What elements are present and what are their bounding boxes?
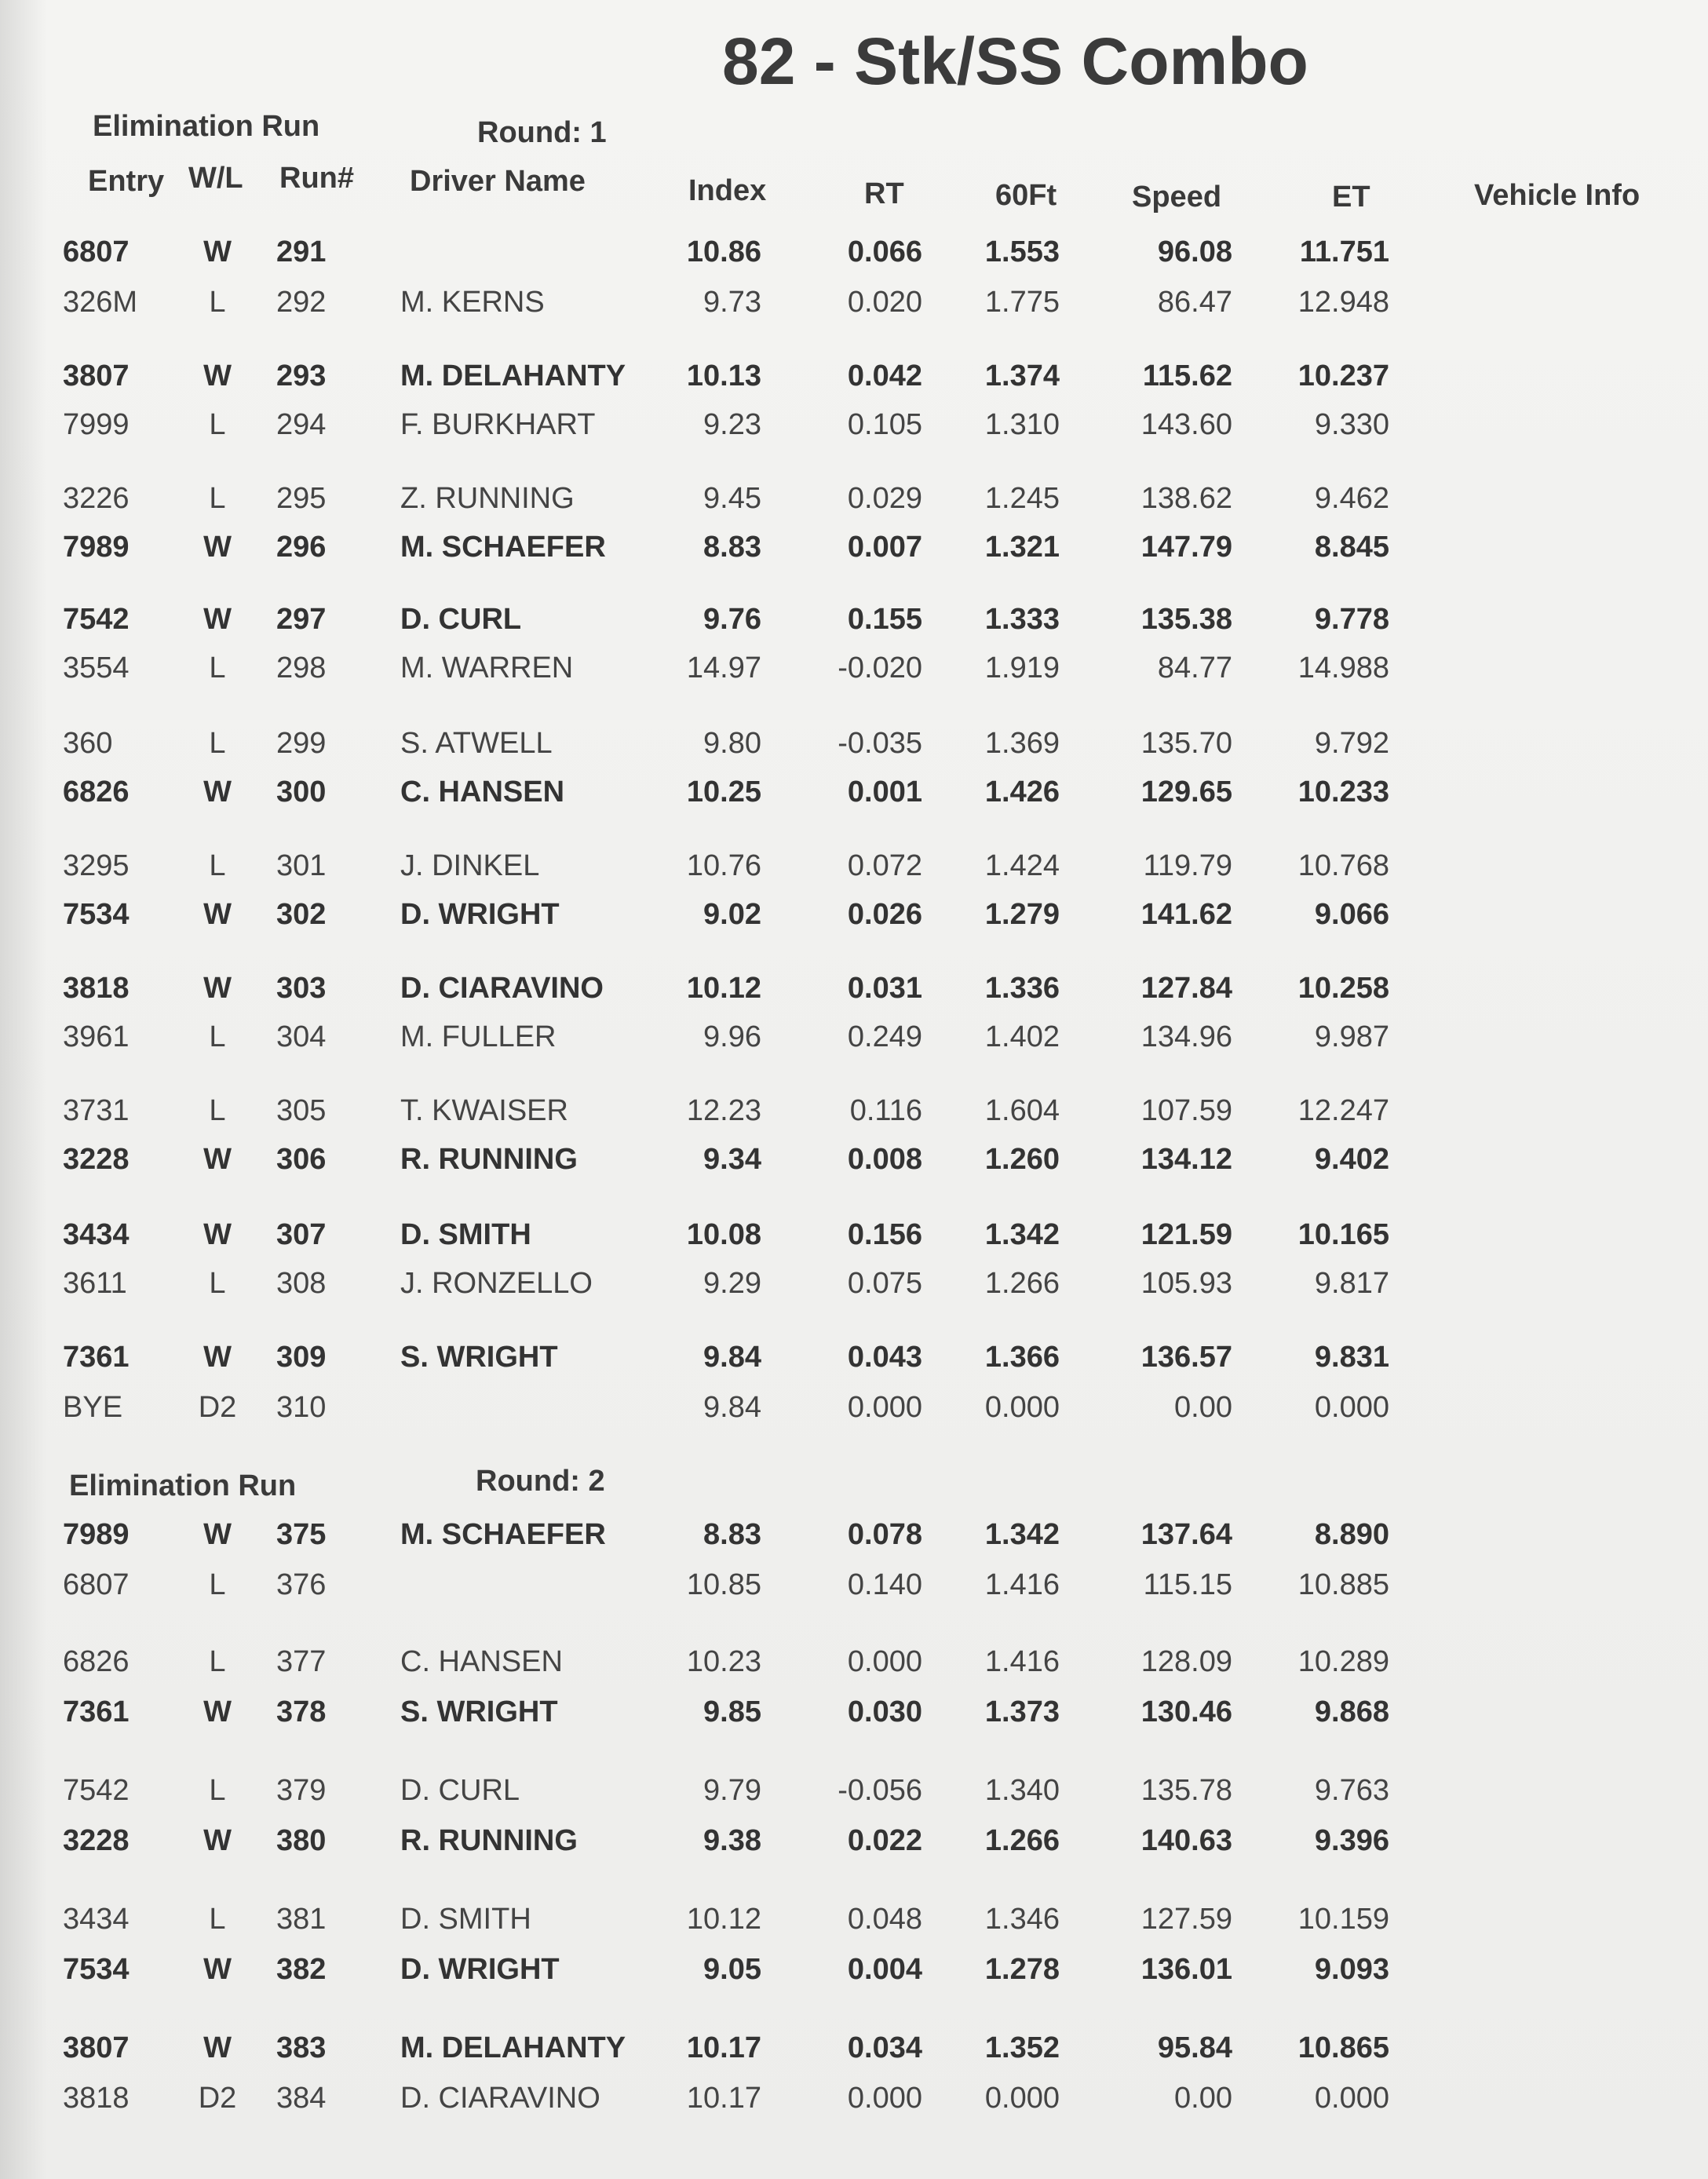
speed-value: 0.00 (1174, 1391, 1232, 1424)
entry-number: 7989 (63, 1518, 130, 1551)
header-index: Index (688, 174, 767, 207)
entry-number: 3295 (63, 849, 130, 882)
speed-value: 96.08 (1157, 235, 1232, 268)
run-number: 295 (276, 482, 327, 515)
entry-number: 7361 (63, 1695, 130, 1728)
entry-number: 3818 (63, 972, 130, 1005)
sixty-foot-time: 1.373 (984, 1695, 1060, 1728)
run-number: 377 (276, 1645, 327, 1678)
sixty-foot-time: 1.416 (984, 1568, 1060, 1601)
speed-value: 140.63 (1140, 1824, 1232, 1857)
entry-number: 7361 (63, 1341, 130, 1374)
elapsed-time: 10.885 (1297, 1568, 1389, 1601)
win-loss: L (209, 1645, 226, 1678)
driver-name: M. SCHAEFER (400, 1518, 606, 1551)
elapsed-time: 10.237 (1297, 360, 1389, 392)
reaction-time: 0.140 (847, 1568, 922, 1601)
win-loss: L (209, 1903, 226, 1936)
driver-name: M. FULLER (400, 1020, 557, 1053)
index-value: 10.86 (686, 235, 761, 268)
win-loss: W (203, 972, 232, 1005)
run-number: 303 (276, 972, 327, 1005)
reaction-time: 0.072 (847, 849, 922, 882)
speed-value: 115.62 (1142, 360, 1232, 392)
entry-number: 7534 (63, 1953, 130, 1986)
speed-value: 128.09 (1140, 1645, 1232, 1678)
reaction-time: 0.007 (847, 531, 922, 564)
index-value: 10.12 (686, 1903, 761, 1936)
index-value: 10.85 (686, 1568, 761, 1601)
run-number: 297 (276, 603, 327, 636)
index-value: 9.84 (703, 1391, 761, 1424)
index-value: 10.25 (686, 776, 761, 808)
sixty-foot-time: 0.000 (984, 2082, 1060, 2115)
run-number: 298 (276, 652, 327, 684)
reaction-time: 0.026 (847, 898, 922, 931)
sixty-foot-time: 1.342 (984, 1518, 1060, 1551)
run-number: 378 (276, 1695, 327, 1728)
driver-name: R. RUNNING (400, 1824, 578, 1857)
win-loss: W (203, 1824, 232, 1857)
speed-value: 119.79 (1143, 849, 1232, 882)
elapsed-time: 10.159 (1297, 1903, 1389, 1936)
speed-value: 135.70 (1140, 727, 1232, 760)
reaction-time: 0.075 (847, 1267, 922, 1300)
speed-value: 105.93 (1140, 1267, 1232, 1300)
sixty-foot-time: 1.342 (984, 1218, 1060, 1251)
elapsed-time: 9.778 (1314, 603, 1389, 636)
sixty-foot-time: 1.346 (984, 1903, 1060, 1936)
sixty-foot-time: 1.416 (984, 1645, 1060, 1678)
index-value: 9.96 (703, 1020, 761, 1053)
reaction-time: 0.000 (847, 1645, 922, 1678)
run-number: 310 (276, 1391, 327, 1424)
section-2-label: Elimination Run (69, 1469, 297, 1502)
run-number: 292 (276, 286, 327, 319)
elapsed-time: 8.845 (1314, 531, 1389, 564)
driver-name: S. ATWELL (400, 727, 553, 760)
speed-value: 95.84 (1157, 2031, 1232, 2064)
driver-name: D. CURL (400, 1774, 520, 1807)
index-value: 14.97 (686, 652, 761, 684)
index-value: 9.23 (703, 408, 761, 441)
elapsed-time: 9.763 (1314, 1774, 1389, 1807)
reaction-time: 0.105 (847, 408, 922, 441)
reaction-time: 0.000 (847, 1391, 922, 1424)
index-value: 9.79 (703, 1774, 761, 1807)
elapsed-time: 9.396 (1314, 1824, 1389, 1857)
entry-number: 7542 (63, 1774, 130, 1807)
entry-number: 3807 (63, 360, 130, 392)
elapsed-time: 9.330 (1314, 408, 1389, 441)
elapsed-time: 12.948 (1297, 286, 1389, 319)
entry-number: 3554 (63, 652, 130, 684)
elapsed-time: 10.165 (1297, 1218, 1389, 1251)
index-value: 9.38 (703, 1824, 761, 1857)
entry-number: 6826 (63, 776, 130, 808)
sixty-foot-time: 1.278 (984, 1953, 1060, 1986)
sixty-foot-time: 1.374 (984, 360, 1060, 392)
index-value: 9.34 (703, 1143, 761, 1176)
entry-number: 7534 (63, 898, 130, 931)
index-value: 8.83 (703, 531, 761, 564)
index-value: 9.76 (703, 603, 761, 636)
index-value: 10.17 (686, 2082, 761, 2115)
sixty-foot-time: 1.260 (984, 1143, 1060, 1176)
speed-value: 129.65 (1140, 776, 1232, 808)
sixty-foot-time: 1.321 (984, 531, 1060, 564)
win-loss: L (209, 482, 226, 515)
driver-name: J. RONZELLO (400, 1267, 593, 1300)
run-number: 293 (276, 360, 327, 392)
win-loss: L (209, 1267, 226, 1300)
reaction-time: 0.066 (847, 235, 922, 268)
run-number: 309 (276, 1341, 327, 1374)
run-number: 376 (276, 1568, 327, 1601)
speed-value: 137.64 (1140, 1518, 1232, 1551)
sixty-foot-time: 1.310 (984, 408, 1060, 441)
header-speed: Speed (1132, 181, 1222, 214)
reaction-time: 0.078 (847, 1518, 922, 1551)
sixty-foot-time: 0.000 (984, 1391, 1060, 1424)
win-loss: W (203, 360, 232, 392)
driver-name: D. CIARAVINO (400, 2082, 600, 2115)
index-value: 10.08 (686, 1218, 761, 1251)
reaction-time: 0.155 (847, 603, 922, 636)
run-number: 382 (276, 1953, 327, 1986)
win-loss: W (203, 1218, 232, 1251)
index-value: 9.45 (703, 482, 761, 515)
entry-number: 7542 (63, 603, 130, 636)
index-value: 9.05 (703, 1953, 761, 1986)
elapsed-time: 0.000 (1314, 2082, 1389, 2115)
entry-number: 3818 (63, 2082, 130, 2115)
win-loss: L (209, 849, 226, 882)
sixty-foot-time: 1.352 (984, 2031, 1060, 2064)
reaction-time: 0.022 (847, 1824, 922, 1857)
index-value: 12.23 (686, 1094, 761, 1127)
header-entry: Entry (88, 165, 165, 198)
reaction-time: -0.020 (838, 652, 922, 684)
sixty-foot-time: 1.919 (984, 652, 1060, 684)
section-1-round: Round: 1 (477, 116, 607, 149)
win-loss: L (209, 652, 226, 684)
win-loss: W (203, 776, 232, 808)
run-number: 305 (276, 1094, 327, 1127)
win-loss: L (209, 286, 226, 319)
index-value: 10.13 (686, 360, 761, 392)
section-2-round: Round: 2 (476, 1465, 605, 1498)
driver-name: D. WRIGHT (400, 898, 560, 931)
reaction-time: -0.035 (838, 727, 922, 760)
speed-value: 134.96 (1140, 1020, 1232, 1053)
run-number: 380 (276, 1824, 327, 1857)
elapsed-time: 9.093 (1314, 1953, 1389, 1986)
speed-value: 121.59 (1140, 1218, 1232, 1251)
sixty-foot-time: 1.366 (984, 1341, 1060, 1374)
run-number: 304 (276, 1020, 327, 1053)
win-loss: W (203, 898, 232, 931)
elapsed-time: 10.289 (1297, 1645, 1389, 1678)
reaction-time: 0.008 (847, 1143, 922, 1176)
entry-number: 3226 (63, 482, 130, 515)
index-value: 9.29 (703, 1267, 761, 1300)
reaction-time: 0.030 (847, 1695, 922, 1728)
run-number: 306 (276, 1143, 327, 1176)
reaction-time: 0.020 (847, 286, 922, 319)
elapsed-time: 9.868 (1314, 1695, 1389, 1728)
index-value: 9.80 (703, 727, 761, 760)
speed-value: 86.47 (1157, 286, 1232, 319)
run-number: 299 (276, 727, 327, 760)
elapsed-time: 14.988 (1297, 652, 1389, 684)
entry-number: 3228 (63, 1143, 130, 1176)
run-number: 308 (276, 1267, 327, 1300)
speed-value: 115.15 (1143, 1568, 1232, 1601)
elapsed-time: 9.402 (1314, 1143, 1389, 1176)
index-value: 9.84 (703, 1341, 761, 1374)
driver-name: F. BURKHART (400, 408, 596, 441)
win-loss: D2 (198, 1391, 237, 1424)
elapsed-time: 0.000 (1314, 1391, 1389, 1424)
sixty-foot-time: 1.553 (984, 235, 1060, 268)
win-loss: L (209, 1020, 226, 1053)
speed-value: 0.00 (1174, 2082, 1232, 2115)
run-number: 381 (276, 1903, 327, 1936)
sixty-foot-time: 1.340 (984, 1774, 1060, 1807)
run-number: 296 (276, 531, 327, 564)
elapsed-time: 9.066 (1314, 898, 1389, 931)
sixty-foot-time: 1.424 (984, 849, 1060, 882)
reaction-time: 0.042 (847, 360, 922, 392)
win-loss: W (203, 235, 232, 268)
reaction-time: 0.004 (847, 1953, 922, 1986)
index-value: 8.83 (703, 1518, 761, 1551)
elapsed-time: 8.890 (1314, 1518, 1389, 1551)
speed-value: 127.84 (1140, 972, 1232, 1005)
driver-name: C. HANSEN (400, 1645, 563, 1678)
speed-value: 107.59 (1140, 1094, 1232, 1127)
win-loss: W (203, 1143, 232, 1176)
win-loss: W (203, 1953, 232, 1986)
speed-value: 143.60 (1140, 408, 1232, 441)
reaction-time: 0.031 (847, 972, 922, 1005)
speed-value: 135.38 (1140, 603, 1232, 636)
run-number: 379 (276, 1774, 327, 1807)
entry-number: 6807 (63, 1568, 130, 1601)
index-value: 10.17 (686, 2031, 761, 2064)
run-number: 375 (276, 1518, 327, 1551)
sixty-foot-time: 1.266 (984, 1267, 1060, 1300)
entry-number: 3611 (63, 1267, 127, 1300)
entry-number: 3961 (63, 1020, 130, 1053)
win-loss: W (203, 1518, 232, 1551)
driver-name: S. WRIGHT (400, 1341, 558, 1374)
reaction-time: 0.043 (847, 1341, 922, 1374)
win-loss: W (203, 603, 232, 636)
elapsed-time: 9.462 (1314, 482, 1389, 515)
run-number: 384 (276, 2082, 327, 2115)
driver-name: J. DINKEL (400, 849, 540, 882)
entry-number: 3434 (63, 1903, 130, 1936)
index-value: 10.76 (686, 849, 761, 882)
driver-name: D. CURL (400, 603, 522, 636)
sixty-foot-time: 1.402 (984, 1020, 1060, 1053)
driver-name: Z. RUNNING (400, 482, 575, 515)
elapsed-time: 9.831 (1314, 1341, 1389, 1374)
speed-value: 84.77 (1157, 652, 1232, 684)
run-number: 300 (276, 776, 327, 808)
elapsed-time: 9.987 (1314, 1020, 1389, 1053)
reaction-time: 0.029 (847, 482, 922, 515)
header-60ft: 60Ft (995, 179, 1057, 212)
win-loss: W (203, 1341, 232, 1374)
page-edge-shadow (0, 0, 47, 2179)
run-number: 301 (276, 849, 327, 882)
driver-name: C. HANSEN (400, 776, 565, 808)
run-number: 302 (276, 898, 327, 931)
driver-name: M. KERNS (400, 286, 545, 319)
header-vehicle-info: Vehicle Info (1474, 179, 1640, 212)
section-1-label: Elimination Run (93, 110, 320, 143)
win-loss: L (209, 1774, 226, 1807)
entry-number: 7989 (63, 531, 130, 564)
entry-number: 6826 (63, 1645, 130, 1678)
win-loss: D2 (198, 2082, 237, 2115)
driver-name: M. WARREN (400, 652, 574, 684)
driver-name: D. SMITH (400, 1218, 531, 1251)
elapsed-time: 12.247 (1297, 1094, 1389, 1127)
elapsed-time: 10.768 (1297, 849, 1389, 882)
index-value: 9.73 (703, 286, 761, 319)
win-loss: W (203, 1695, 232, 1728)
run-number: 383 (276, 2031, 327, 2064)
reaction-time: 0.001 (847, 776, 922, 808)
reaction-time: -0.056 (838, 1774, 922, 1807)
speed-value: 136.57 (1140, 1341, 1232, 1374)
speed-value: 141.62 (1140, 898, 1232, 931)
elapsed-time: 11.751 (1299, 235, 1389, 268)
index-value: 10.23 (686, 1645, 761, 1678)
header-driver-name: Driver Name (410, 165, 586, 198)
sixty-foot-time: 1.333 (984, 603, 1060, 636)
header-rt: RT (864, 177, 904, 210)
driver-name: M. DELAHANTY (400, 2031, 626, 2064)
speed-value: 135.78 (1140, 1774, 1232, 1807)
win-loss: L (209, 1568, 226, 1601)
speed-value: 136.01 (1140, 1953, 1232, 1986)
sixty-foot-time: 1.775 (984, 286, 1060, 319)
driver-name: R. RUNNING (400, 1143, 578, 1176)
sixty-foot-time: 1.266 (984, 1824, 1060, 1857)
reaction-time: 0.048 (847, 1903, 922, 1936)
win-loss: L (209, 408, 226, 441)
speed-value: 147.79 (1140, 531, 1232, 564)
reaction-time: 0.249 (847, 1020, 922, 1053)
driver-name: D. WRIGHT (400, 1953, 560, 1986)
header-run: Run# (279, 162, 354, 195)
index-value: 10.12 (686, 972, 761, 1005)
entry-number: 3434 (63, 1218, 130, 1251)
reaction-time: 0.156 (847, 1218, 922, 1251)
win-loss: L (209, 727, 226, 760)
page-title: 82 - Stk/SS Combo (722, 24, 1308, 98)
sixty-foot-time: 1.604 (984, 1094, 1060, 1127)
entry-number: 3228 (63, 1824, 130, 1857)
speed-value: 127.59 (1140, 1903, 1232, 1936)
index-value: 9.02 (703, 898, 761, 931)
driver-name: D. CIARAVINO (400, 972, 604, 1005)
header-wl: W/L (188, 162, 243, 195)
entry-number: 3807 (63, 2031, 130, 2064)
sixty-foot-time: 1.336 (984, 972, 1060, 1005)
driver-name: D. SMITH (400, 1903, 531, 1936)
entry-number: 7999 (63, 408, 130, 441)
driver-name: S. WRIGHT (400, 1695, 558, 1728)
win-loss: W (203, 2031, 232, 2064)
speed-value: 138.62 (1140, 482, 1232, 515)
entry-number: 360 (63, 727, 113, 760)
entry-number: BYE (63, 1391, 123, 1424)
entry-number: 3731 (63, 1094, 130, 1127)
driver-name: T. KWAISER (400, 1094, 568, 1127)
elapsed-time: 10.258 (1297, 972, 1389, 1005)
index-value: 9.85 (703, 1695, 761, 1728)
elapsed-time: 9.817 (1314, 1267, 1389, 1300)
speed-value: 134.12 (1140, 1143, 1232, 1176)
entry-number: 326M (63, 286, 138, 319)
sixty-foot-time: 1.245 (984, 482, 1060, 515)
run-number: 307 (276, 1218, 327, 1251)
win-loss: W (203, 531, 232, 564)
driver-name: M. DELAHANTY (400, 360, 626, 392)
elapsed-time: 10.233 (1297, 776, 1389, 808)
elapsed-time: 9.792 (1314, 727, 1389, 760)
sixty-foot-time: 1.279 (984, 898, 1060, 931)
sixty-foot-time: 1.426 (984, 776, 1060, 808)
header-et: ET (1332, 181, 1370, 214)
elapsed-time: 10.865 (1297, 2031, 1389, 2064)
reaction-time: 0.034 (847, 2031, 922, 2064)
speed-value: 130.46 (1140, 1695, 1232, 1728)
win-loss: L (209, 1094, 226, 1127)
sixty-foot-time: 1.369 (984, 727, 1060, 760)
reaction-time: 0.000 (847, 2082, 922, 2115)
entry-number: 6807 (63, 235, 130, 268)
driver-name: M. SCHAEFER (400, 531, 606, 564)
run-number: 291 (276, 235, 327, 268)
reaction-time: 0.116 (849, 1094, 922, 1127)
run-number: 294 (276, 408, 327, 441)
